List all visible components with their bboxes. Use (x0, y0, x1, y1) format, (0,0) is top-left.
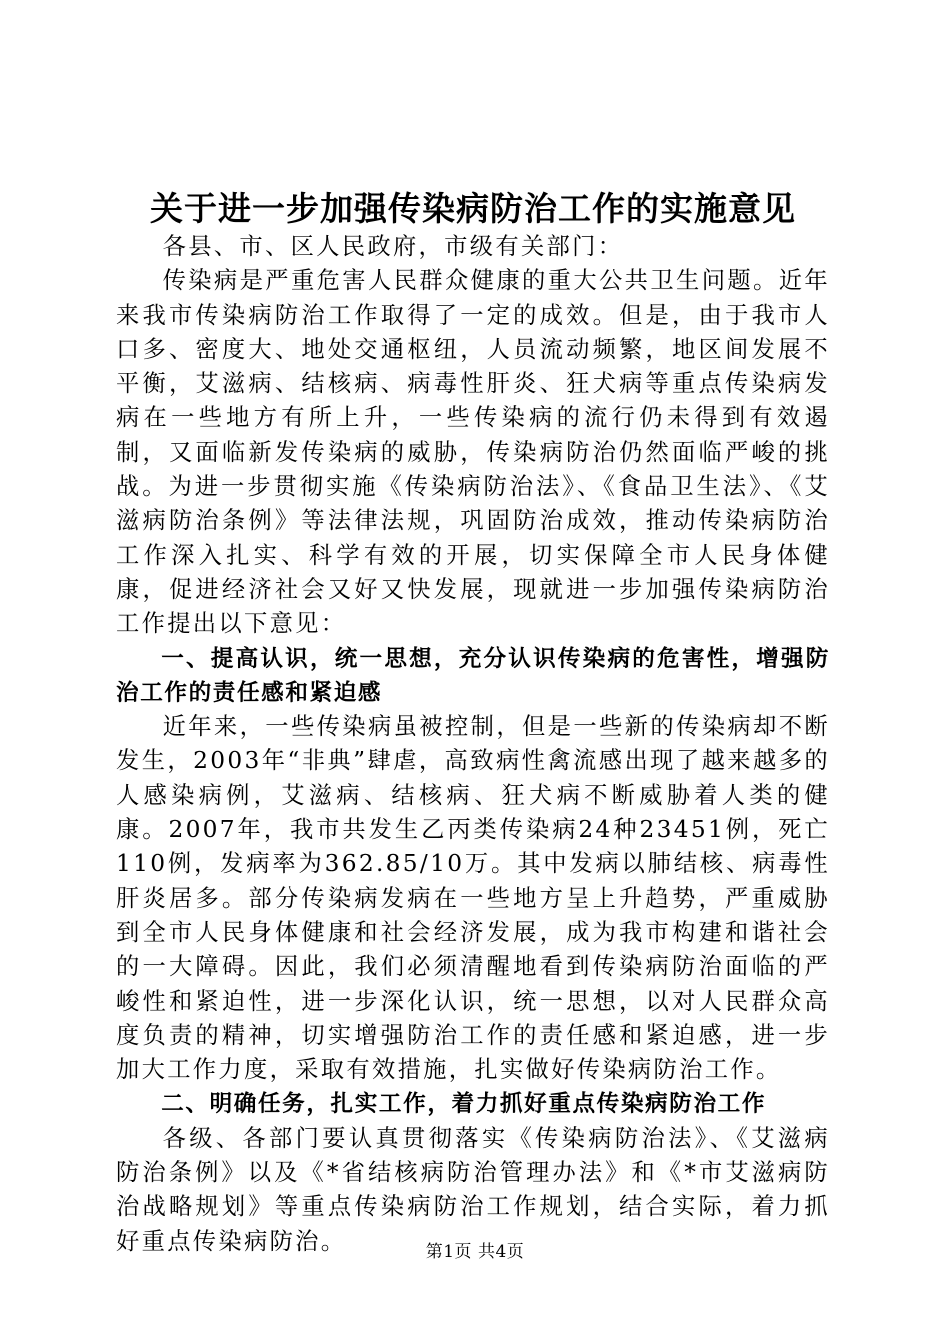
document-page (116, 0, 830, 1344)
section-1-paragraph: 近年来，一些传染病虽被控制，但是一些新的传染病却不断发生，2003年“非典”肆虐，高致病性禽流感出现了越来越多的人感染病例，艾滋病、结核病、狂犬病不断威胁着人类的健康。2007年，我市共发生乙丙类传染病24种23451例，死亡110例，发病率为362.85/10万。其中发病以肺结核、病毒性肝炎居多。部分传染病发病在一些地方呈上升趋势，严重威胁到全市人民身体健康和社会经济发展，成为我市构建和谐社会的一大障碍。因此，我们必须清醒地看到传染病防治面临的严峻性和紧迫性，进一步深化认识，统一思想，以对人民群众高度负责的精神，切实增强防治工作的责任感和紧迫感，进一步加大工作力度，采取有效措施，扎实做好传染病防治工作。 (116, 713, 830, 1084)
intro-paragraph: 传染病是严重危害人民群众健康的重大公共卫生问题。近年来我市传染病防治工作取得了一定的成效。但是，由于我市人口多、密度大、地处交通枢纽，人员流动频繁，地区间发展不平衡，艾滋病、结核病、病毒性肝炎、狂犬病等重点传染病发病在一些地方有所上升，一些传染病的流行仍未得到有效遏制，又面临新发传染病的威胁，传染病防治仍然面临严峻的挑战。为进一步贯彻实施《传染病防治法》、《食品卫生法》、《艾滋病防治条例》等法律法规，巩固防治成效，推动传染病防治工作深入扎实、科学有效的开展，切实保障全市人民身体健康，促进经济社会又好又快发展，现就进一步加强传染病防治工作提出以下意见： (116, 267, 830, 638)
document-body (116, 230, 830, 1259)
page-number-footer: 第1页 共4页 (425, 1242, 525, 1262)
section-2-paragraph: 各级、各部门要认真贯彻落实《传染病防治法》、《艾滋病防治条例》以及《*省结核病防治管理办法》和《*市艾滋病防治战略规划》等重点传染病防治工作规划，结合实际，着力抓好重点传染病防治。 (116, 1124, 830, 1255)
section-heading-2: 二、明确任务，扎实工作，着力抓好重点传染病防治工作 (161, 1091, 767, 1118)
salutation: 各县、市、区人民政府，市级有关部门： (162, 233, 624, 260)
document-title: 关于进一步加强传染病防治工作的实施意见 (150, 189, 796, 228)
section-heading-1: 一、提高认识，统一思想，充分认识传染病的危害性，增强防治工作的责任感和紧迫感 (116, 645, 830, 706)
